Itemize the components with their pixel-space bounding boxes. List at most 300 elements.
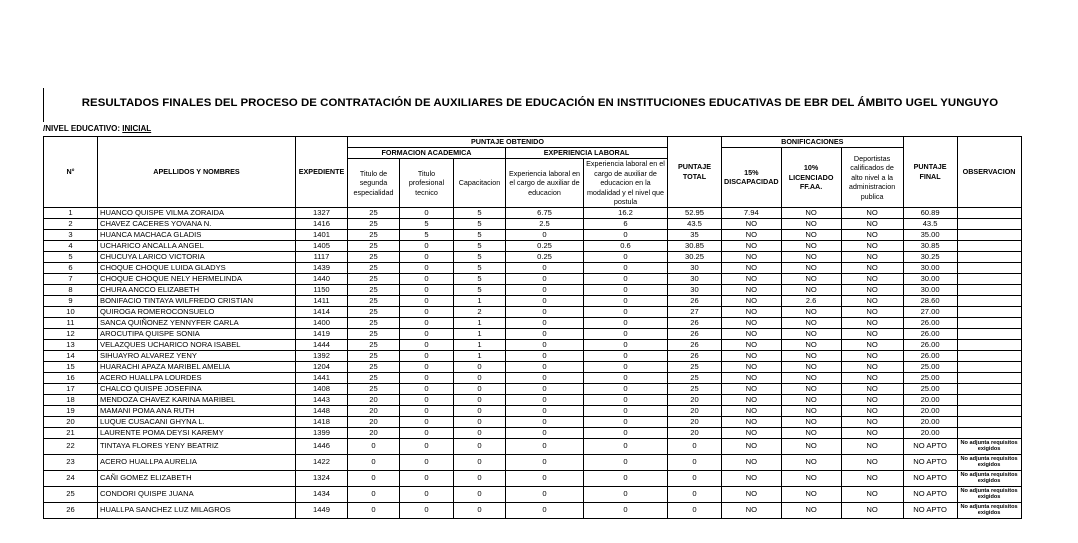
cell-nombre: HUANCO QUISPE VILMA ZORAIDA: [98, 207, 296, 218]
cell-puntaje-final: 20.00: [903, 394, 957, 405]
cell-titulo-profesional: 0: [400, 262, 454, 273]
cell-deportistas: NO: [841, 470, 903, 486]
cell-titulo-segunda: 25: [348, 383, 400, 394]
cell-exp-modalidad: 0: [584, 339, 668, 350]
cell-nombre: LUQUE CUSACANI GHYNA L.: [98, 416, 296, 427]
cell-nombre: CONDORI QUISPE JUANA: [98, 486, 296, 502]
table-row: [44, 383, 1022, 394]
cell-puntaje-final: 26.00: [903, 339, 957, 350]
cell-titulo-profesional: 0: [400, 454, 454, 470]
cell-exp-modalidad: 0: [584, 350, 668, 361]
col-titulo-segunda: Titulo de segunda especialidad: [348, 159, 400, 208]
col-n: N°: [44, 137, 98, 208]
cell-expediente: 1418: [296, 416, 348, 427]
cell-puntaje-total: 20: [668, 394, 722, 405]
cell-exp-auxiliar: 0: [506, 328, 584, 339]
cell-deportistas: NO: [841, 284, 903, 295]
cell-puntaje-final: 43.5: [903, 218, 957, 229]
cell-titulo-profesional: 0: [400, 240, 454, 251]
cell-puntaje-total: 20: [668, 427, 722, 438]
table-row: [44, 405, 1022, 416]
cell-exp-auxiliar: 0.25: [506, 251, 584, 262]
cell-observacion: [957, 207, 1021, 218]
results-table: [43, 136, 1022, 519]
cell-discapacidad: NO: [722, 438, 782, 454]
cell-capacitacion: 1: [454, 317, 506, 328]
cell-titulo-profesional: 0: [400, 486, 454, 502]
cell-n: 6: [44, 262, 98, 273]
cell-expediente: 1399: [296, 427, 348, 438]
table-row: [44, 295, 1022, 306]
cell-n: 21: [44, 427, 98, 438]
cell-capacitacion: 5: [454, 273, 506, 284]
cell-licenciado: NO: [781, 454, 841, 470]
table-row: [44, 229, 1022, 240]
cell-titulo-profesional: 0: [400, 284, 454, 295]
table-row: [44, 328, 1022, 339]
nivel-educativo: [43, 124, 151, 133]
cell-deportistas: NO: [841, 240, 903, 251]
cell-discapacidad: NO: [722, 229, 782, 240]
margin-rule: [43, 88, 44, 122]
cell-puntaje-total: 20: [668, 405, 722, 416]
cell-n: 10: [44, 306, 98, 317]
cell-licenciado: NO: [781, 218, 841, 229]
cell-puntaje-total: 30.85: [668, 240, 722, 251]
cell-exp-auxiliar: 0: [506, 416, 584, 427]
cell-puntaje-final: 60.89: [903, 207, 957, 218]
cell-exp-auxiliar: 2.5: [506, 218, 584, 229]
cell-discapacidad: NO: [722, 218, 782, 229]
cell-nombre: MENDOZA CHAVEZ KARINA MARIBEL: [98, 394, 296, 405]
cell-licenciado: NO: [781, 416, 841, 427]
cell-capacitacion: 0: [454, 427, 506, 438]
cell-n: 7: [44, 273, 98, 284]
cell-exp-modalidad: 0: [584, 372, 668, 383]
col-exp-modalidad: Experiencia laboral en el cargo de auxiliar de educacion en la modalidad y el nivel que postula: [584, 159, 668, 208]
cell-discapacidad: NO: [722, 427, 782, 438]
cell-deportistas: NO: [841, 394, 903, 405]
table-row: [44, 438, 1022, 454]
cell-puntaje-total: 26: [668, 339, 722, 350]
cell-observacion: [957, 372, 1021, 383]
cell-exp-auxiliar: 0: [506, 383, 584, 394]
cell-deportistas: NO: [841, 218, 903, 229]
cell-exp-auxiliar: 0: [506, 502, 584, 518]
cell-puntaje-final: 30.00: [903, 262, 957, 273]
cell-exp-modalidad: 0: [584, 317, 668, 328]
cell-nombre: CHAVEZ CACERES YOVANA N.: [98, 218, 296, 229]
cell-puntaje-final: 25.00: [903, 372, 957, 383]
cell-expediente: 1439: [296, 262, 348, 273]
cell-titulo-segunda: 25: [348, 207, 400, 218]
cell-puntaje-total: 0: [668, 454, 722, 470]
cell-titulo-segunda: 0: [348, 438, 400, 454]
cell-n: 11: [44, 317, 98, 328]
cell-exp-modalidad: 0: [584, 295, 668, 306]
cell-expediente: 1411: [296, 295, 348, 306]
nivel-label: /NIVEL EDUCATIVO:: [43, 124, 121, 133]
nivel-value: INICIAL: [122, 124, 152, 133]
cell-licenciado: NO: [781, 486, 841, 502]
cell-capacitacion: 5: [454, 262, 506, 273]
cell-exp-modalidad: 0: [584, 328, 668, 339]
cell-exp-modalidad: 0: [584, 405, 668, 416]
cell-exp-modalidad: 0: [584, 394, 668, 405]
cell-titulo-profesional: 0: [400, 502, 454, 518]
cell-capacitacion: 0: [454, 405, 506, 416]
cell-puntaje-final: 20.00: [903, 427, 957, 438]
cell-expediente: 1446: [296, 438, 348, 454]
table-row: [44, 284, 1022, 295]
cell-discapacidad: NO: [722, 295, 782, 306]
cell-capacitacion: 1: [454, 339, 506, 350]
cell-nombre: SANCA QUIÑONEZ YENNYFER CARLA: [98, 317, 296, 328]
cell-n: 3: [44, 229, 98, 240]
cell-nombre: CHALCO QUISPE JOSEFINA: [98, 383, 296, 394]
cell-discapacidad: NO: [722, 394, 782, 405]
cell-exp-auxiliar: 0: [506, 317, 584, 328]
col-deportistas: Deportistas calificados de alto nivel a la administracion publica: [841, 148, 903, 208]
cell-licenciado: NO: [781, 284, 841, 295]
cell-titulo-profesional: 0: [400, 416, 454, 427]
cell-capacitacion: 5: [454, 229, 506, 240]
cell-titulo-segunda: 25: [348, 328, 400, 339]
cell-puntaje-total: 26: [668, 350, 722, 361]
cell-observacion: [957, 229, 1021, 240]
cell-licenciado: NO: [781, 229, 841, 240]
cell-nombre: ACERO HUALLPA LOURDES: [98, 372, 296, 383]
cell-titulo-profesional: 0: [400, 317, 454, 328]
table-row: [44, 218, 1022, 229]
cell-capacitacion: 1: [454, 350, 506, 361]
cell-deportistas: NO: [841, 339, 903, 350]
cell-exp-auxiliar: 0: [506, 486, 584, 502]
table-row: [44, 273, 1022, 284]
cell-titulo-segunda: 25: [348, 229, 400, 240]
cell-n: 26: [44, 502, 98, 518]
cell-titulo-profesional: 0: [400, 438, 454, 454]
cell-titulo-profesional: 0: [400, 394, 454, 405]
cell-exp-modalidad: 0: [584, 454, 668, 470]
cell-titulo-profesional: 0: [400, 427, 454, 438]
cell-expediente: 1117: [296, 251, 348, 262]
table-row: [44, 262, 1022, 273]
cell-nombre: QUIROGA ROMEROCONSUELO: [98, 306, 296, 317]
cell-n: 16: [44, 372, 98, 383]
cell-n: 2: [44, 218, 98, 229]
cell-puntaje-total: 0: [668, 502, 722, 518]
cell-puntaje-final: 25.00: [903, 361, 957, 372]
cell-puntaje-total: 0: [668, 470, 722, 486]
cell-n: 1: [44, 207, 98, 218]
cell-n: 18: [44, 394, 98, 405]
cell-puntaje-final: 30.00: [903, 273, 957, 284]
table-row: [44, 486, 1022, 502]
cell-expediente: 1422: [296, 454, 348, 470]
cell-exp-modalidad: 0: [584, 262, 668, 273]
cell-expediente: 1440: [296, 273, 348, 284]
cell-puntaje-total: 30.25: [668, 251, 722, 262]
cell-puntaje-total: 43.5: [668, 218, 722, 229]
cell-expediente: 1434: [296, 486, 348, 502]
cell-titulo-segunda: 0: [348, 486, 400, 502]
cell-deportistas: NO: [841, 350, 903, 361]
cell-expediente: 1449: [296, 502, 348, 518]
col-exp-auxiliar: Experiencia laboral en el cargo de auxiliar de educacion: [506, 159, 584, 208]
cell-observacion: No adjunta requisitos exigidos: [957, 470, 1021, 486]
col-titulo-profesional: Titulo profesional tecnico: [400, 159, 454, 208]
cell-nombre: CHOQUE CHOQUE NELY HERMELINDA: [98, 273, 296, 284]
cell-titulo-profesional: 0: [400, 372, 454, 383]
cell-deportistas: NO: [841, 427, 903, 438]
cell-discapacidad: NO: [722, 350, 782, 361]
cell-expediente: 1405: [296, 240, 348, 251]
cell-titulo-segunda: 0: [348, 470, 400, 486]
cell-puntaje-final: NO APTO: [903, 470, 957, 486]
cell-discapacidad: NO: [722, 306, 782, 317]
cell-puntaje-total: 30: [668, 262, 722, 273]
cell-nombre: CHOQUE CHOQUE LUIDA GLADYS: [98, 262, 296, 273]
cell-capacitacion: 0: [454, 454, 506, 470]
cell-discapacidad: NO: [722, 383, 782, 394]
table-row: [44, 454, 1022, 470]
cell-observacion: [957, 262, 1021, 273]
cell-exp-auxiliar: 0: [506, 405, 584, 416]
cell-capacitacion: 5: [454, 240, 506, 251]
cell-nombre: AROCUTIPA QUISPE SONIA: [98, 328, 296, 339]
cell-nombre: SIHUAYRO ALVAREZ YENY: [98, 350, 296, 361]
cell-capacitacion: 5: [454, 284, 506, 295]
cell-discapacidad: NO: [722, 361, 782, 372]
table-row: [44, 317, 1022, 328]
table-row: [44, 207, 1022, 218]
cell-titulo-profesional: 0: [400, 470, 454, 486]
table-row: [44, 394, 1022, 405]
col-nombres: APELLIDOS Y NOMBRES: [98, 137, 296, 208]
cell-deportistas: NO: [841, 251, 903, 262]
table-row: [44, 361, 1022, 372]
cell-titulo-segunda: 25: [348, 284, 400, 295]
table-row: [44, 502, 1022, 518]
cell-exp-modalidad: 0: [584, 416, 668, 427]
cell-expediente: 1400: [296, 317, 348, 328]
cell-observacion: [957, 328, 1021, 339]
cell-titulo-segunda: 20: [348, 416, 400, 427]
cell-observacion: [957, 394, 1021, 405]
cell-puntaje-total: 26: [668, 295, 722, 306]
cell-puntaje-total: 25: [668, 361, 722, 372]
col-capacitacion: Capacitacion: [454, 159, 506, 208]
cell-nombre: VELAZQUES UCHARICO NORA ISABEL: [98, 339, 296, 350]
cell-puntaje-final: 26.00: [903, 317, 957, 328]
cell-deportistas: NO: [841, 306, 903, 317]
cell-observacion: [957, 284, 1021, 295]
cell-titulo-profesional: 0: [400, 339, 454, 350]
cell-deportistas: NO: [841, 383, 903, 394]
cell-titulo-segunda: 25: [348, 339, 400, 350]
cell-licenciado: NO: [781, 427, 841, 438]
cell-titulo-segunda: 25: [348, 251, 400, 262]
cell-capacitacion: 1: [454, 328, 506, 339]
cell-puntaje-final: 30.25: [903, 251, 957, 262]
cell-puntaje-final: 25.00: [903, 383, 957, 394]
cell-n: 17: [44, 383, 98, 394]
cell-discapacidad: NO: [722, 416, 782, 427]
cell-licenciado: NO: [781, 207, 841, 218]
cell-exp-modalidad: 0: [584, 273, 668, 284]
cell-n: 12: [44, 328, 98, 339]
cell-capacitacion: 1: [454, 295, 506, 306]
cell-observacion: [957, 361, 1021, 372]
cell-observacion: [957, 306, 1021, 317]
cell-capacitacion: 0: [454, 502, 506, 518]
cell-deportistas: NO: [841, 361, 903, 372]
cell-expediente: 1444: [296, 339, 348, 350]
cell-expediente: 1401: [296, 229, 348, 240]
cell-observacion: [957, 295, 1021, 306]
cell-puntaje-total: 26: [668, 328, 722, 339]
cell-capacitacion: 0: [454, 394, 506, 405]
cell-titulo-profesional: 0: [400, 207, 454, 218]
cell-nombre: UCHARICO ANCALLA ANGEL: [98, 240, 296, 251]
cell-exp-auxiliar: 0: [506, 229, 584, 240]
cell-puntaje-final: NO APTO: [903, 486, 957, 502]
cell-exp-modalidad: 16.2: [584, 207, 668, 218]
cell-titulo-segunda: 20: [348, 405, 400, 416]
cell-licenciado: NO: [781, 405, 841, 416]
cell-titulo-segunda: 0: [348, 502, 400, 518]
col-licenciado: 10% LICENCIADO FF.AA.: [781, 148, 841, 208]
cell-n: 4: [44, 240, 98, 251]
cell-licenciado: NO: [781, 361, 841, 372]
cell-expediente: 1416: [296, 218, 348, 229]
col-puntaje-total: PUNTAJE TOTAL: [668, 137, 722, 208]
cell-nombre: HUANCA MACHACA GLADIS: [98, 229, 296, 240]
col-discapacidad: 15% DISCAPACIDAD: [722, 148, 782, 208]
cell-expediente: 1448: [296, 405, 348, 416]
cell-titulo-profesional: 0: [400, 361, 454, 372]
cell-nombre: BONIFACIO TINTAYA WILFREDO CRISTIAN: [98, 295, 296, 306]
cell-titulo-profesional: 5: [400, 229, 454, 240]
table-row: [44, 372, 1022, 383]
table-row: [44, 251, 1022, 262]
cell-exp-modalidad: 0: [584, 306, 668, 317]
cell-licenciado: NO: [781, 251, 841, 262]
cell-licenciado: NO: [781, 470, 841, 486]
cell-exp-auxiliar: 0: [506, 372, 584, 383]
cell-exp-modalidad: 0.6: [584, 240, 668, 251]
cell-n: 15: [44, 361, 98, 372]
page-title: RESULTADOS FINALES DEL PROCESO DE CONTRATACIÓN DE AUXILIARES DE EDUCACIÓN EN INSTITUCIONES EDUCATIVAS DE EBR DEL ÁMBITO UGEL YUNGUYO: [81, 97, 999, 109]
cell-titulo-segunda: 25: [348, 350, 400, 361]
cell-observacion: No adjunta requisitos exigidos: [957, 454, 1021, 470]
cell-puntaje-final: 20.00: [903, 405, 957, 416]
cell-puntaje-final: 35.00: [903, 229, 957, 240]
cell-expediente: 1327: [296, 207, 348, 218]
cell-deportistas: NO: [841, 317, 903, 328]
cell-expediente: 1419: [296, 328, 348, 339]
cell-deportistas: NO: [841, 502, 903, 518]
cell-titulo-segunda: 25: [348, 372, 400, 383]
cell-titulo-profesional: 0: [400, 328, 454, 339]
cell-exp-auxiliar: 0.25: [506, 240, 584, 251]
table-row: [44, 306, 1022, 317]
cell-licenciado: NO: [781, 306, 841, 317]
cell-discapacidad: NO: [722, 486, 782, 502]
cell-licenciado: NO: [781, 240, 841, 251]
cell-puntaje-total: 0: [668, 438, 722, 454]
cell-expediente: 1408: [296, 383, 348, 394]
cell-exp-auxiliar: 0: [506, 350, 584, 361]
cell-exp-modalidad: 0: [584, 470, 668, 486]
cell-licenciado: NO: [781, 328, 841, 339]
cell-exp-modalidad: 0: [584, 486, 668, 502]
cell-licenciado: NO: [781, 438, 841, 454]
cell-puntaje-final: 27.00: [903, 306, 957, 317]
cell-observacion: [957, 317, 1021, 328]
cell-n: 20: [44, 416, 98, 427]
cell-exp-auxiliar: 0: [506, 262, 584, 273]
cell-observacion: [957, 350, 1021, 361]
table-row: [44, 470, 1022, 486]
cell-puntaje-final: 30.85: [903, 240, 957, 251]
cell-expediente: 1443: [296, 394, 348, 405]
cell-puntaje-total: 27: [668, 306, 722, 317]
cell-deportistas: NO: [841, 405, 903, 416]
cell-exp-modalidad: 0: [584, 284, 668, 295]
cell-discapacidad: NO: [722, 502, 782, 518]
cell-puntaje-final: 26.00: [903, 328, 957, 339]
cell-licenciado: NO: [781, 394, 841, 405]
cell-discapacidad: NO: [722, 262, 782, 273]
cell-discapacidad: NO: [722, 470, 782, 486]
group-formacion: FORMACION ACADEMICA: [348, 148, 506, 159]
cell-exp-auxiliar: 0: [506, 361, 584, 372]
cell-puntaje-total: 30: [668, 284, 722, 295]
cell-titulo-segunda: 0: [348, 454, 400, 470]
cell-deportistas: NO: [841, 416, 903, 427]
cell-n: 14: [44, 350, 98, 361]
cell-puntaje-total: 20: [668, 416, 722, 427]
cell-puntaje-total: 26: [668, 317, 722, 328]
cell-licenciado: NO: [781, 317, 841, 328]
cell-deportistas: NO: [841, 295, 903, 306]
cell-nombre: ACERO HUALLPA AURELIA: [98, 454, 296, 470]
cell-observacion: [957, 339, 1021, 350]
cell-deportistas: NO: [841, 328, 903, 339]
cell-discapacidad: NO: [722, 339, 782, 350]
cell-puntaje-total: 25: [668, 383, 722, 394]
cell-capacitacion: 5: [454, 218, 506, 229]
cell-exp-auxiliar: 0: [506, 438, 584, 454]
cell-puntaje-final: 20.00: [903, 416, 957, 427]
cell-observacion: [957, 251, 1021, 262]
group-bonificaciones: BONIFICACIONES: [722, 137, 904, 148]
results-body: [44, 207, 1022, 518]
cell-titulo-segunda: 25: [348, 317, 400, 328]
group-experiencia: EXPERIENCIA LABORAL: [506, 148, 668, 159]
cell-nombre: LAURENTE POMA DEYSI KAREMY: [98, 427, 296, 438]
cell-discapacidad: NO: [722, 284, 782, 295]
cell-deportistas: NO: [841, 454, 903, 470]
cell-n: 23: [44, 454, 98, 470]
cell-titulo-segunda: 25: [348, 240, 400, 251]
cell-licenciado: NO: [781, 383, 841, 394]
cell-n: 25: [44, 486, 98, 502]
cell-puntaje-total: 25: [668, 372, 722, 383]
cell-expediente: 1414: [296, 306, 348, 317]
